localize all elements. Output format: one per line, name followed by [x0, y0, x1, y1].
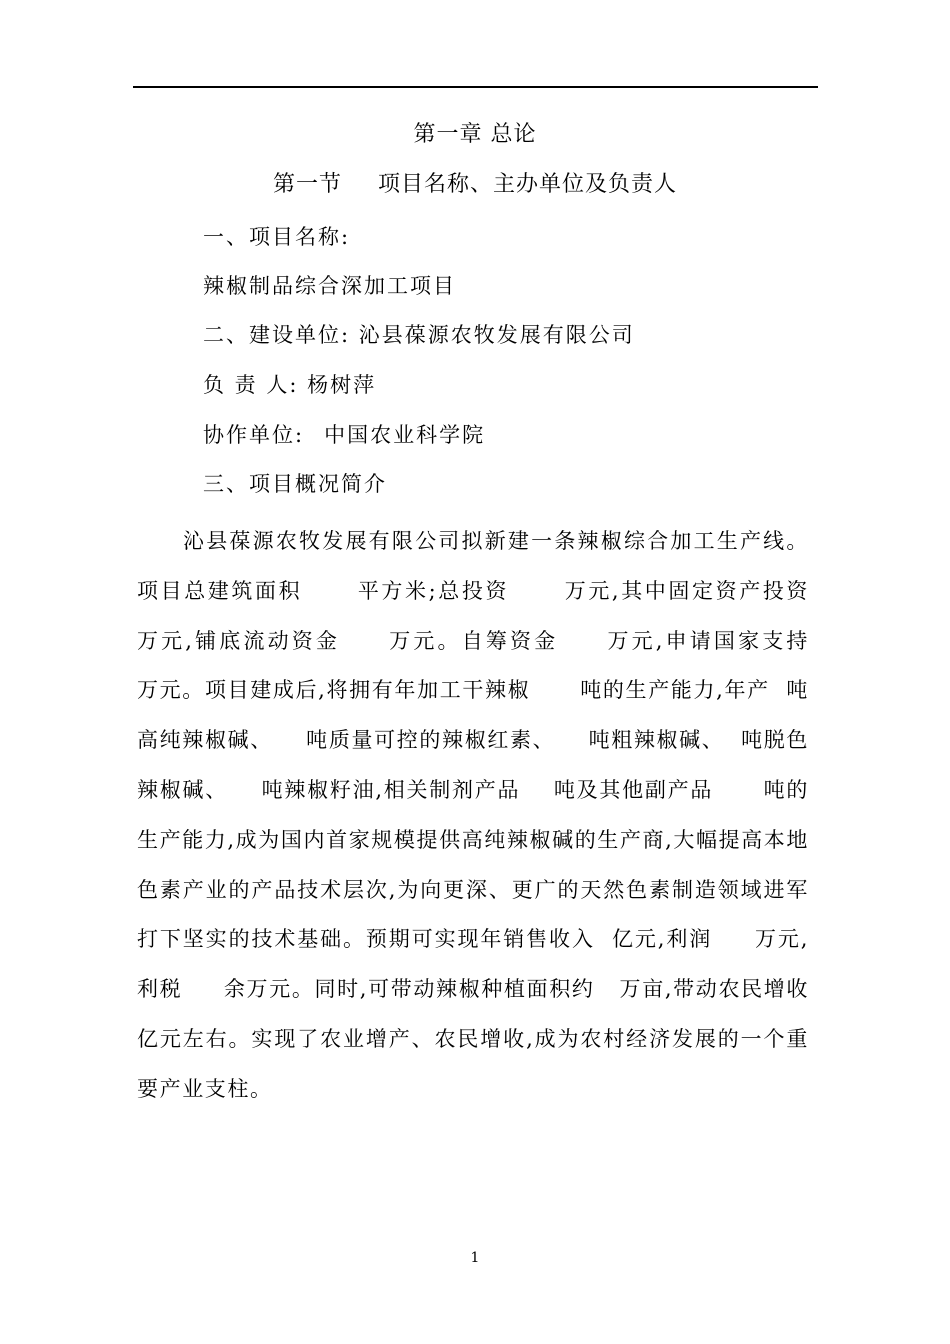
- partner-label: 协作单位:: [203, 423, 305, 447]
- section-heading: 项目名称、主办单位及负责人: [378, 172, 678, 197]
- project-name-label: 一、项目名称:: [203, 225, 351, 249]
- header-rule: [133, 86, 818, 88]
- partner-line: [203, 420, 485, 450]
- chapter-title: 第一章 总论: [413, 122, 537, 147]
- section-title: [0, 170, 950, 200]
- page-number: 1: [470, 1250, 480, 1266]
- section-number: 第一节: [272, 172, 342, 197]
- responsible-line: [203, 370, 376, 400]
- partner-name: 中国农业科学院: [324, 423, 486, 447]
- builder-line: 二、建设单位: 沁县葆源农牧发展有限公司: [203, 323, 635, 347]
- responsible-name: 杨树萍: [307, 373, 377, 397]
- responsible-label: 负 责 人:: [203, 373, 299, 397]
- overview-paragraph: 沁县葆源农牧发展有限公司拟新建一条辣椒综合加工生产线。项目总建筑面积 平方米;总投资 万元,其中固定资产投资 万元,铺底流动资金 万元。自筹资金 万元,申请国家支持 万元。项目建成后,将拥有年加工干辣椒 吨的生产能力,年产 吨高纯辣椒碱、 吨质量可控的辣椒红素、 吨粗辣椒碱、 吨脱色辣椒碱、 吨辣椒籽油,相关制剂产品 吨及其他副产品 吨的生产能力,成为国内首家规模提供高纯辣椒碱的生产商,大幅提高本地色素产业的产品技术层次,为向更深、更广的天然色素制造领域进军打下坚实的技术基础。预期可实现年销售收入 亿元,利润 万元,利税 余万元。同时,可带动辣椒种植面积约 万亩,带动农民增收 亿元左右。实现了农业增产、农民增收,成为农村经济发展的一个重要产业支柱。: [137, 529, 851, 1101]
- overview-label: 三、项目概况简介: [203, 472, 387, 496]
- project-name: 辣椒制品综合深加工项目: [203, 274, 456, 298]
